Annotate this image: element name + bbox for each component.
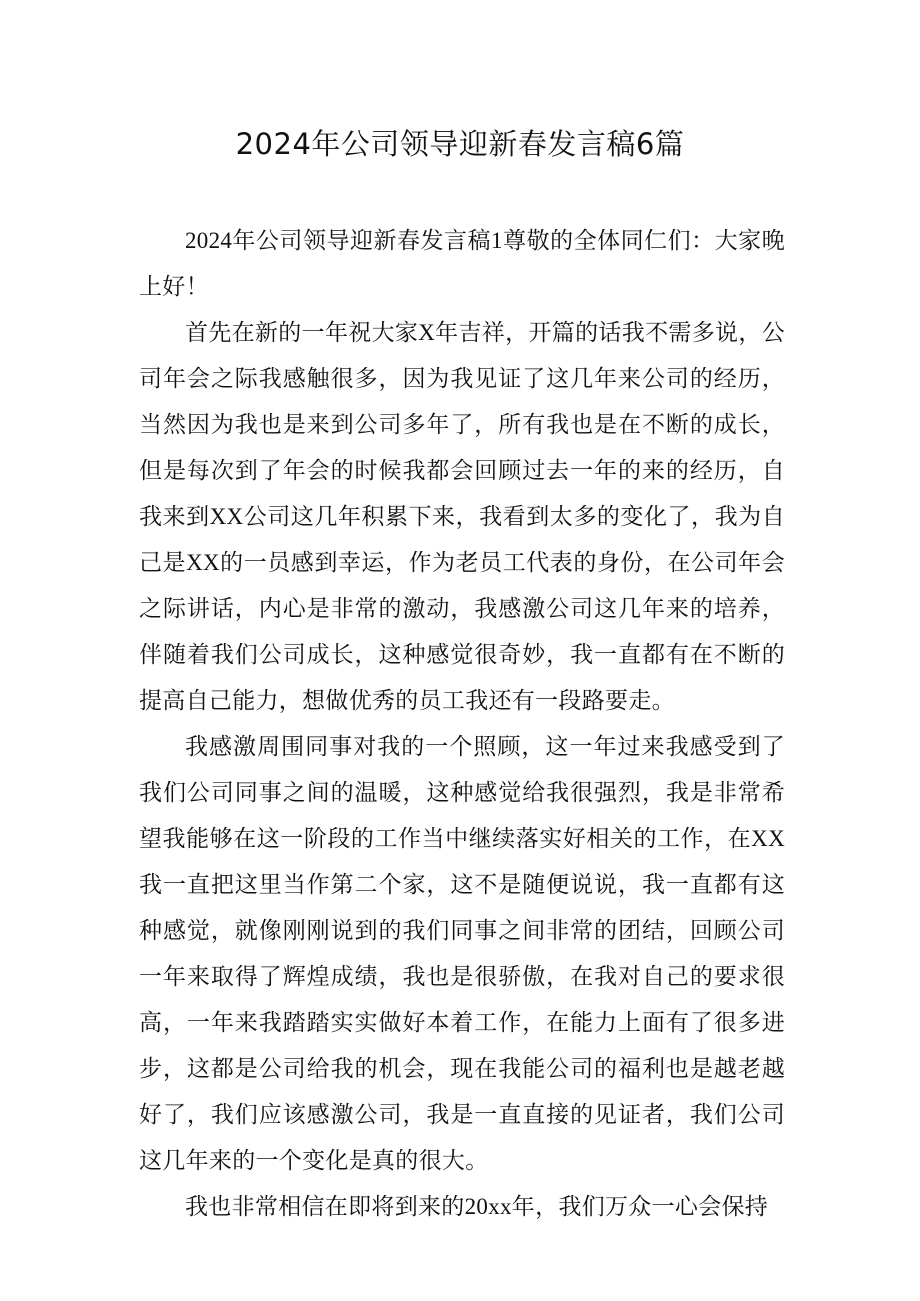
document-title: 2024年公司领导迎新春发言稿6篇: [235, 127, 685, 161]
paragraph-4: 我也非常相信在即将到来的20xx年，我们万众一心会保持: [185, 1194, 769, 1219]
paragraph-3: 我感激周围同事对我的一个照顾，这一年过来我感受到了我们公司同事之间的温暖，这种感觉给我很强烈，我是非常希望我能够在这一阶段的工作当中继续落实好相关的工作，在XX我一直把这里当作第二个家，这不是随便说说，我一直都有这种感觉，就像刚刚说到的我们同事之间非常的团结，回顾公司一年来取得了辉煌成绩，我也是很骄傲，在我对自己的要求很高，一年来我踏踏实实做好本着工作，在能力上面有了很多进步，这都是公司给我的机会，现在我能公司的福利也是越老越好了，我们应该感激公司，我是一直直接的见证者，我们公司这几年来的一个变化是真的很大。: [139, 734, 785, 1173]
document-body: [139, 218, 785, 1230]
paragraph-2: 首先在新的一年祝大家X年吉祥，开篇的话我不需多说，公司年会之际我感触很多，因为我见证了这几年来公司的经历，当然因为我也是来到公司多年了，所有我也是在不断的成长，但是每次到了年会的时候我都会回顾过去一年的来的经历，自我来到XX公司这几年积累下来，我看到太多的变化了，我为自己是XX的一员感到幸运，作为老员工代表的身份，在公司年会之际讲话，内心是非常的激动，我感激公司这几年来的培养，伴随着我们公司成长，这种感觉很奇妙，我一直都有在不断的提高自己能力，想做优秀的员工我还有一段路要走。: [139, 320, 785, 713]
paragraph-1: 2024年公司领导迎新春发言稿1尊敬的全体同仁们：大家晚上好！: [139, 228, 785, 299]
